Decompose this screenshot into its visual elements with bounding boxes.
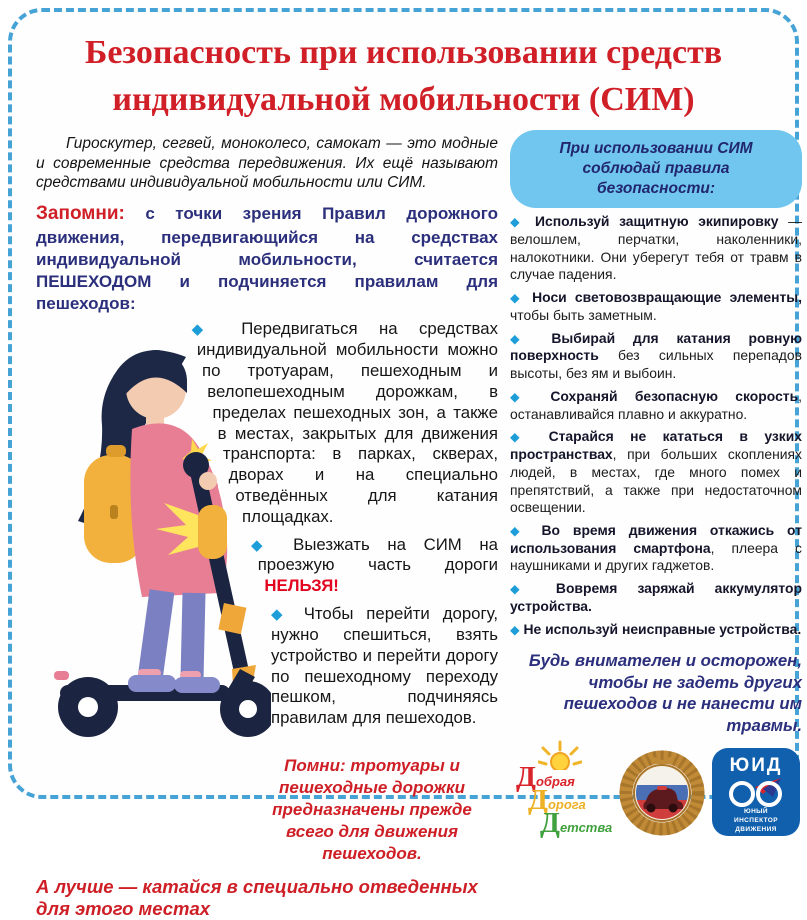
yuid-subtitle: ЮНЫЙ ИНСПЕКТОР ДВИЖЕНИЯ — [734, 808, 778, 833]
content-columns — [28, 130, 803, 920]
rule-bold: Вовремя заряжай аккумулятор устройства. — [510, 580, 802, 614]
diamond-bullet-icon: ◆ — [510, 622, 520, 637]
logos-row — [510, 744, 802, 840]
rule-rest: чтобы быть заметным. — [510, 306, 657, 323]
caution-note: Будь внимателен и осторожен, чтобы не задеть других пешеходов и не нанести им травмы. — [528, 651, 802, 735]
ddd-initial: Д — [516, 761, 536, 794]
right-column — [510, 130, 802, 920]
footer-advice: А лучше — катайся в специально отведенных для этого местах — [36, 875, 478, 919]
diamond-bullet-icon: ◆ — [191, 321, 220, 339]
safety-rule-item — [510, 621, 802, 639]
rule-text: Чтобы перейти дорогу, нужно спешиться, взять устройство и перейти дорогу по пешеходному переходу пешком, подчиняясь правилам для пешеходов. — [271, 604, 498, 728]
page-title: Безопасность при использовании средств индивидуальной мобильности (СИМ) — [84, 34, 723, 118]
safety-rule-item — [510, 388, 802, 424]
remember-label: Запомни: — [36, 203, 125, 225]
diamond-bullet-icon: ◆ — [510, 523, 529, 538]
illustrated-rules — [36, 319, 498, 919]
safety-rule-item — [510, 522, 802, 575]
diamond-bullet-icon: ◆ — [510, 389, 534, 404]
rule-rest: без сильных перепадов высоты, без ям и выбоин. — [510, 347, 802, 382]
poster-frame — [8, 8, 803, 919]
rule-bold: Не используй неисправные устройства. — [523, 620, 802, 637]
ddd-logo — [512, 744, 612, 840]
safety-rule-item — [510, 289, 802, 325]
rule-rest: , останавливайся плавно и аккуратно. — [510, 387, 802, 422]
rule-bold: Используй защитную экипировку — [535, 213, 779, 230]
ddd-initial: Д — [528, 784, 548, 817]
forbidden-text: НЕЛЬЗЯ! — [264, 576, 339, 596]
safety-rule-item — [510, 213, 802, 284]
left-column — [36, 130, 498, 920]
ddd-line — [540, 806, 613, 839]
diamond-bullet-icon: ◆ — [510, 582, 536, 597]
ddd-initial: Д — [540, 806, 560, 839]
diamond-bullet-icon: ◆ — [510, 430, 533, 445]
yuid-logo — [712, 748, 800, 836]
gibdd-emblem-icon — [616, 746, 708, 838]
rule-rest: , при больших скоплениях людей, в местах, где много помех и препятствий, а также при недостаточном освещении. — [510, 446, 802, 516]
remember-paragraph — [36, 202, 498, 315]
rule-bold: Выбирай для катания ровную поверхность — [510, 329, 802, 364]
safety-rules-header: При использовании СИМ соблюдай правила безопасности: — [510, 130, 802, 208]
rule-bold: Носи световозвращающие элементы, — [532, 289, 802, 306]
rule-bold: Во время движения откажись от использования смартфона — [510, 521, 803, 556]
diamond-bullet-icon: ◆ — [510, 291, 524, 306]
rule-text: Передвигаться на средствах индивидуальной мобильности можно по тротуарам, пешеходным и велопешеходным дорожкам, в пределах пешеходных зон, а также в местах, закрытых для движения транспорта: в парках, скверах, дворах и на специально отведённых для катания площадках. — [196, 319, 498, 526]
ddd-rest: орога — [547, 797, 586, 813]
yuid-infinity-icon — [725, 777, 787, 807]
rule-text: Выезжать на СИМ на проезжую часть дороги — [257, 534, 498, 575]
diamond-bullet-icon: ◆ — [510, 331, 534, 346]
remember-text: с точки зрения Правил дорожного движения, передвигающийся на средствах индивидуальной мобильности, считается ПЕШЕХОДОМ и подчиняется правилам для пешеходов: — [36, 204, 498, 314]
ddd-logo-text — [512, 761, 613, 839]
rule-rest: , плеера с наушниками и других гаджетов. — [510, 539, 802, 574]
reminder-note: Помни: тротуары и пешеходные дорожки предназначены прежде всего для движения пешеходов. — [272, 756, 472, 864]
yuid-title: ЮИД — [729, 755, 783, 777]
safety-rule-item — [510, 580, 802, 616]
ddd-line — [528, 784, 612, 817]
diamond-bullet-icon: ◆ — [271, 606, 291, 624]
safety-rule-item — [510, 330, 802, 383]
diamond-bullet-icon: ◆ — [510, 215, 526, 230]
rule-rest: — велошлем, перчатки, наколенники, налокотники. Они уберегут тебя от травм в случае падения. — [510, 213, 803, 283]
intro-paragraph: Гироскутер, сегвей, моноколесо, самокат — это модные и современные средства передвижения. Их ещё называют средствами индивидуальной мобильности или СИМ. — [36, 134, 498, 192]
rule-bold: Старайся не кататься в узких пространствах — [510, 428, 802, 463]
ddd-rest: етства — [559, 819, 613, 835]
diamond-bullet-icon: ◆ — [250, 536, 276, 554]
safety-rule-item — [510, 428, 802, 517]
ddd-rest: обрая — [535, 774, 575, 790]
rule-bold: Сохраняй безопасную скорость — [550, 387, 799, 404]
